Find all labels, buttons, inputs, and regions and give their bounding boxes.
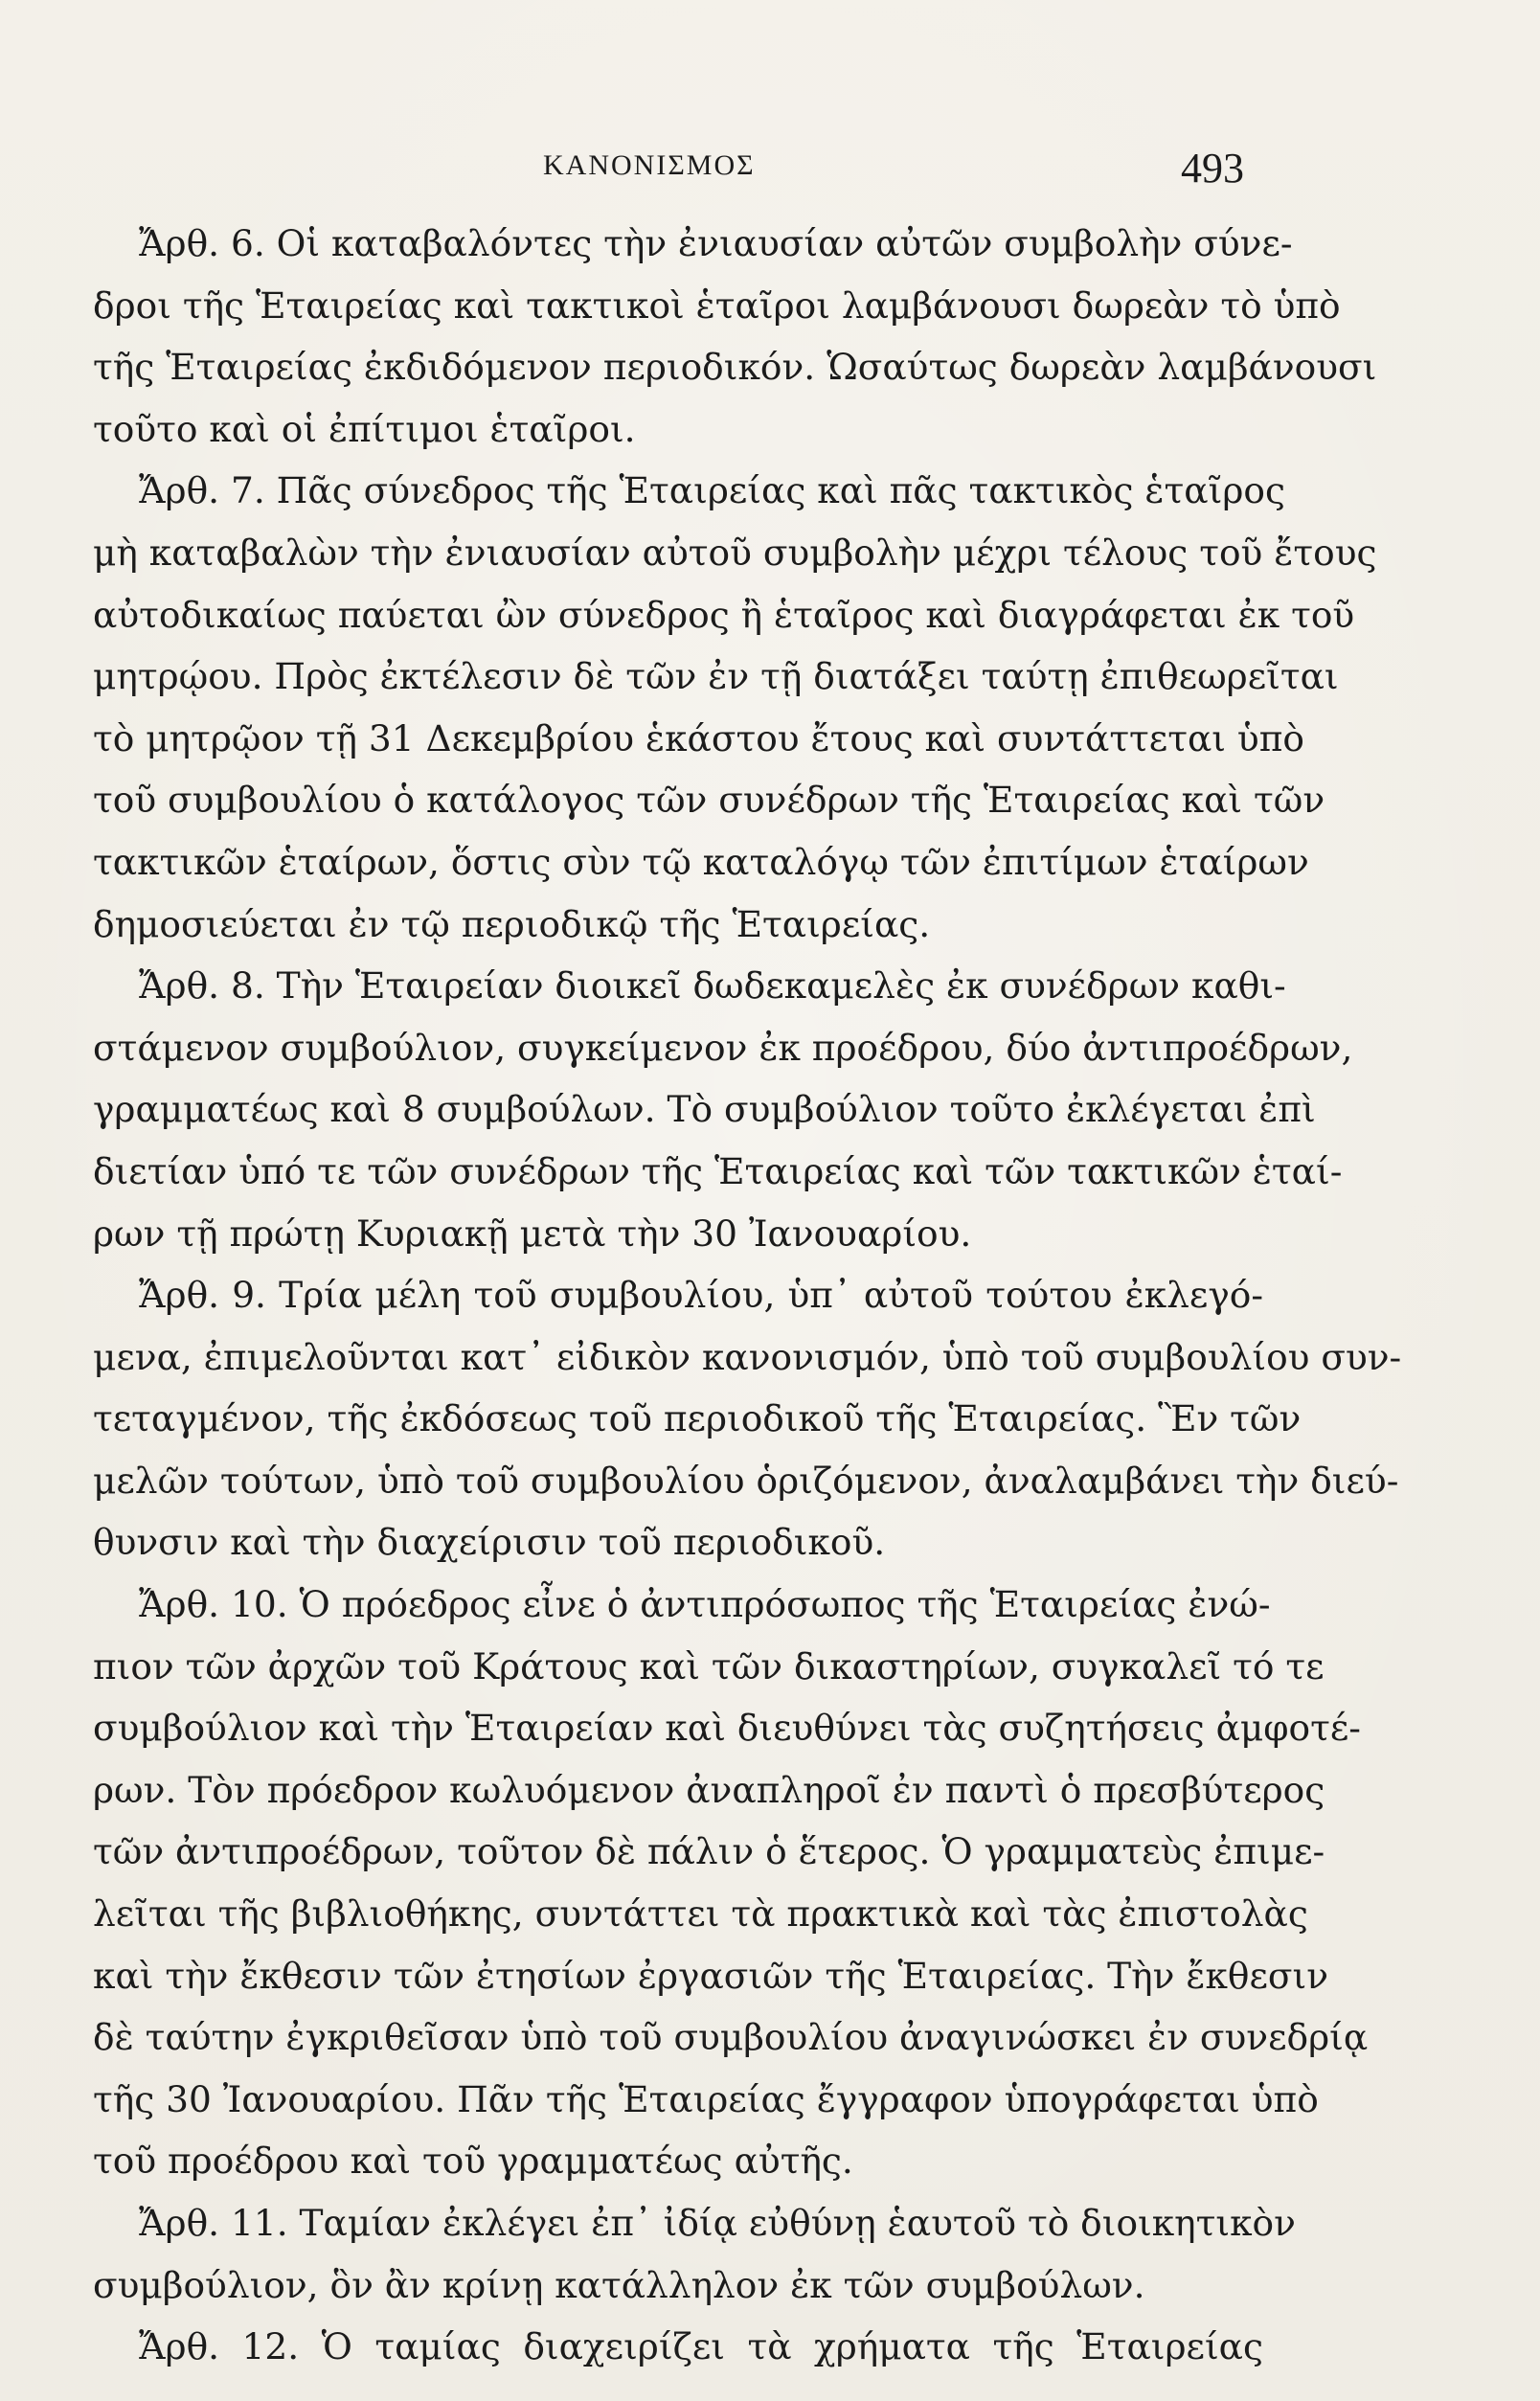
text-line: λεῖται τῆς βιβλιοθήκης, συντάττει τὰ πρακτικὰ καὶ τὰς ἐπιστολὰς	[93, 1892, 1308, 1936]
text-line: καὶ τὴν ἔκθεσιν τῶν ἐτησίων ἐργασιῶν τῆς Ἑταιρείας. Τὴν ἔκθεσιν	[93, 1954, 1329, 1997]
text-line: μητρῴου. Πρὸς ἐκτέλεσιν δὲ τῶν ἐν τῇ διατάξει ταύτῃ ἐπιθεωρεῖται	[93, 655, 1339, 698]
text-line: τοῦτο καὶ οἱ ἐπίτιμοι ἑταῖροι.	[93, 407, 636, 450]
text-line: γραμματέως καὶ 8 συμβούλων. Τὸ συμβούλιον τοῦτο ἐκλέγεται ἐπὶ	[93, 1088, 1316, 1131]
text-line: μὴ καταβαλὼν τὴν ἐνιαυσίαν αὐτοῦ συμβολὴν μέχρι τέλους τοῦ ἔτους	[93, 531, 1377, 574]
text-line: Ἄρθ. 7. Πᾶς σύνεδρος τῆς Ἑταιρείας καὶ πᾶς τακτικὸς ἑταῖρος	[139, 469, 1285, 512]
text-line: τῆς 30 Ἰανουαρίου. Πᾶν τῆς Ἑταιρείας ἔγγραφον ὑπογράφεται ὑπὸ	[93, 2077, 1319, 2120]
text-line: Ἄρθ. 10. Ὁ πρόεδρος εἶνε ὁ ἀντιπρόσωπος τῆς Ἑταιρείας ἐνώ-	[139, 1583, 1271, 1626]
text-line: πιον τῶν ἀρχῶν τοῦ Κράτους καὶ τῶν δικαστηρίων, συγκαλεῖ τό τε	[93, 1644, 1325, 1687]
text-line: συμβούλιον καὶ τὴν Ἑταιρείαν καὶ διευθύνει τὰς συζητήσεις ἀμφοτέ-	[93, 1707, 1361, 1750]
text-line: δροι τῆς Ἑταιρείας καὶ τακτικοὶ ἑταῖροι λαμβάνουσι δωρεὰν τὸ ὑπὸ	[93, 283, 1341, 327]
text-line: τοῦ προέδρου καὶ τοῦ γραμματέως αὐτῆς.	[93, 2140, 853, 2183]
text-line: μελῶν τούτων, ὑπὸ τοῦ συμβουλίου ὁριζόμενον, ἀναλαμβάνει τὴν διεύ-	[93, 1459, 1399, 1502]
text-line: διετίαν ὑπό τε τῶν συνέδρων τῆς Ἑταιρείας καὶ τῶν τακτικῶν ἑταί-	[93, 1149, 1343, 1192]
text-line: μενα, ἐπιμελοῦνται κατ᾽ εἰδικὸν κανονισμόν, ὑπὸ τοῦ συμβουλίου συν-	[93, 1335, 1402, 1378]
text-line: Ἄρθ. 11. Ταμίαν ἐκλέγει ἐπ᾽ ἰδίᾳ εὐθύνῃ ἑαυτοῦ τὸ διοικητικὸν	[139, 2202, 1296, 2244]
text-line: θυνσιν καὶ τὴν διαχείρισιν τοῦ περιοδικοῦ.	[93, 1521, 886, 1564]
page-number: 493	[1181, 145, 1244, 192]
body-text	[93, 213, 1402, 2378]
text-line: αὐτοδικαίως παύεται ὢν σύνεδρος ἢ ἑταῖρος καὶ διαγράφεται ἐκ τοῦ	[93, 593, 1355, 636]
text-line: τοῦ συμβουλίου ὁ κατάλογος τῶν συνέδρων τῆς Ἑταιρείας καὶ τῶν	[93, 779, 1325, 822]
text-line: Ἄρθ. 6. Οἱ καταβαλόντες τὴν ἐνιαυσίαν αὐτῶν συμβολὴν σύνε-	[139, 222, 1293, 264]
text-line: Ἄρθ. 12. Ὁ ταμίας διαχειρίζει τὰ χρήματα τῆς Ἑταιρείας	[139, 2325, 1263, 2368]
text-line: ρων τῇ πρώτῃ Κυριακῇ μετὰ τὴν 30 Ἰανουαρίου.	[93, 1212, 972, 1255]
text-line: Ἄρθ. 9. Τρία μέλη τοῦ συμβουλίου, ὑπ᾽ αὐτοῦ τούτου ἐκλεγό-	[139, 1274, 1263, 1317]
text-line: τῆς Ἑταιρείας ἐκδιδόμενον περιοδικόν. Ὡσαύτως δωρεὰν λαμβάνουσι	[93, 346, 1377, 389]
running-title: ΚΑΝΟΝΙΣΜΟΣ	[543, 149, 756, 181]
text-line: τῶν ἀντιπροέδρων, τοῦτον δὲ πάλιν ὁ ἕτερος. Ὁ γραμματεὺς ἐπιμε-	[93, 1830, 1325, 1873]
text-line: τὸ μητρῷον τῇ 31 Δεκεμβρίου ἑκάστου ἔτους καὶ συντάττεται ὑπὸ	[93, 716, 1304, 759]
text-line: ρων. Τὸν πρόεδρον κωλυόμενον ἀναπληροῖ ἐν παντὶ ὁ πρεσβύτερος	[93, 1768, 1325, 1811]
text-line: τεταγμένον, τῆς ἐκδόσεως τοῦ περιοδικοῦ τῆς Ἑταιρείας. Ἓν τῶν	[93, 1397, 1302, 1440]
text-line: συμβούλιον, ὃν ἂν κρίνῃ κατάλληλον ἐκ τῶν συμβούλων.	[93, 2263, 1145, 2306]
text-line: τακτικῶν ἑταίρων, ὅστις σὺν τῷ καταλόγῳ τῶν ἐπιτίμων ἑταίρων	[93, 840, 1309, 883]
page-header	[0, 144, 1540, 201]
text-line: δὲ ταύτην ἐγκριθεῖσαν ὑπὸ τοῦ συμβουλίου ἀναγινώσκει ἐν συνεδρίᾳ	[93, 2016, 1369, 2059]
text-line: δημοσιεύεται ἐν τῷ περιοδικῷ τῆς Ἑταιρείας.	[93, 902, 931, 945]
text-line: Ἄρθ. 8. Τὴν Ἑταιρείαν διοικεῖ δωδεκαμελὲς ἐκ συνέδρων καθι-	[139, 964, 1286, 1008]
text-line: στάμενον συμβούλιον, συγκείμενον ἐκ προέδρου, δύο ἀντιπροέδρων,	[93, 1026, 1353, 1069]
